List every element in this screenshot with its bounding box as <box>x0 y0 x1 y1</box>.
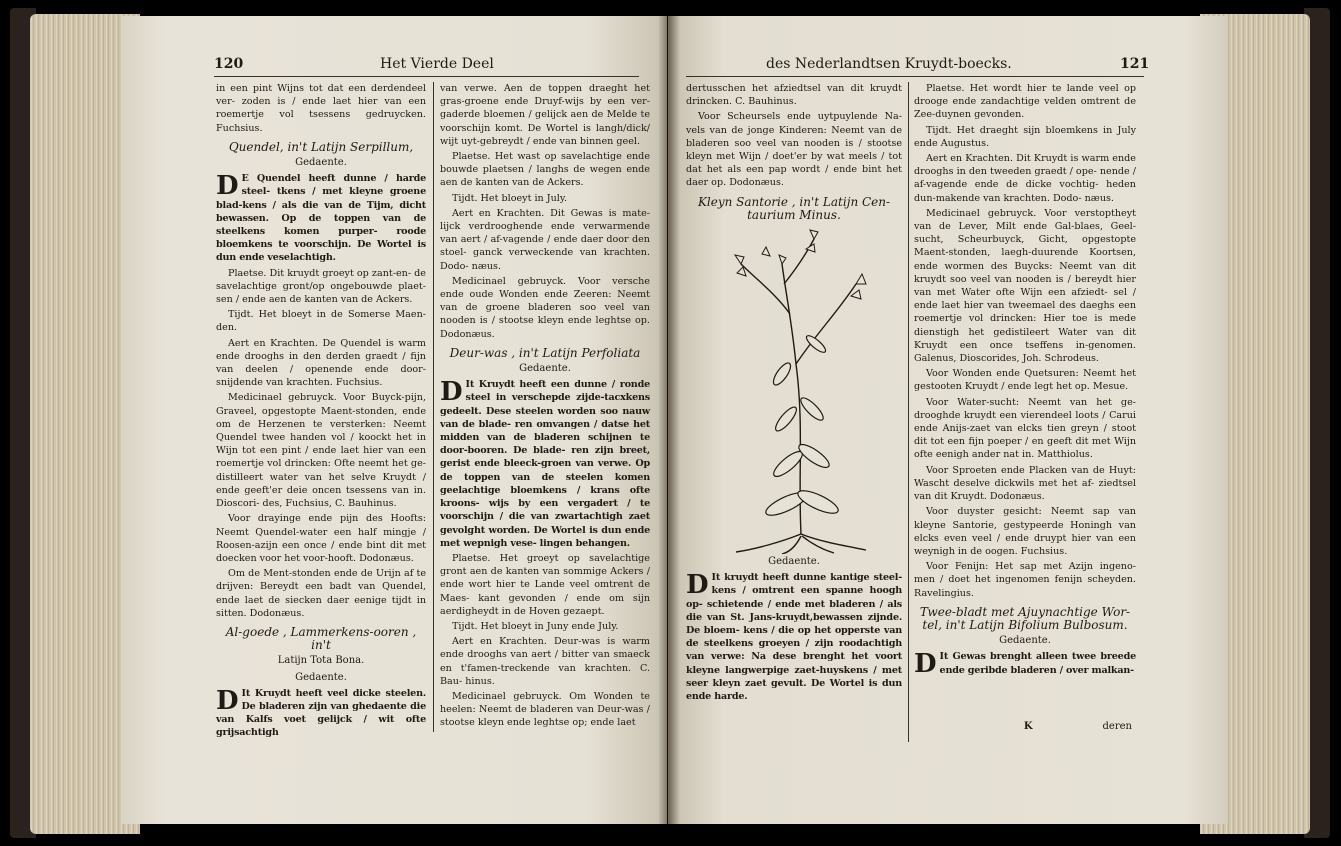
left-head-rule <box>214 76 639 77</box>
paragraph-text: It kruydt heeft dunne kantige steel- kens / omtrent een spanne hoogh op- schietende / ende met bladeren / als die van St. Jans-kruydt,bewassen zijnde. De bloem- kens / die op het opperste van de steelkens groeyen / zijn roodachtigh van verwe: Na dese brenght het voort kleyne langwerpige zaet-huyskens / met seer kleyn zaet gevult. De Wortel is dun ende harde. <box>686 572 902 703</box>
paragraph: Tijdt. Het bloeyt in Juny ende July. <box>452 620 619 632</box>
right-column-2 <box>914 82 1136 679</box>
right-column-separator <box>908 82 909 742</box>
left-page-number: 120 <box>214 56 244 72</box>
section-heading: Quendel, in't Latijn Serpillum, <box>228 139 414 154</box>
plant-illustration <box>686 224 916 554</box>
paragraph-text: It Kruydt heeft een dunne / ronde steel in verschepde zijde-tacxkens gedeelt. Dese steelen worden soo nauw van de blade- ren omvangen / datse het midden van de bladeren schijnen te door-booren. De blade- ren zijn breet, gerist ende bleeck-groen van verwe. Op de toppen van de steelen komen geelachtige bloemkens / krans ofte kroons- wijs by een vergadert / te voorschijn / die van zwartachtigh zaet gevolght worden. De Wortel is dun ende met wepnigh vese- lingen behangen. <box>440 379 650 549</box>
paragraph: Tijdt. Het bloeyt in de Somerse Maen- den. <box>216 309 426 334</box>
left-page <box>122 16 667 824</box>
paragraph-text: E Quendel heeft dunne / harde steel- tkens / met kleyne groene blad-kens / als die van de Tijm, dicht bewassen. Op de toppen van de steelkens komen purper- roode bloemkens te voorschijn. De Wortel is dun ende veselachtigh. <box>216 173 426 264</box>
paragraph: Aert en Krachten. De Quendel is warm ende drooghs in den derden graedt / fijn van deelen / openende ende door-snijdende van krachten. Fuchsius. <box>216 337 426 389</box>
paragraph: Plaetse. Het wast op savelachtige ende bouwde plaetsen / langhs de wegen ende aen de kanten van de Ackers. <box>440 151 650 189</box>
paragraph: Aert en Krachten. Deur-was is warm ende drooghs van aert / bitter van smaeck en t'famen-treckende van krachten. C. Bau- hinus. <box>440 636 650 687</box>
subheading: Latijn Tota Bona. <box>277 655 365 667</box>
right-page <box>668 16 1228 824</box>
right-page-number: 121 <box>1120 56 1150 72</box>
paragraph: Tijdt. Het draeght sijn bloemkens in July ende Augustus. <box>914 124 1136 149</box>
paragraph: Aert en Krachten. Dit Gewas is mate- lijck verdrooghende ende verwarmende van aert / af-vagende / ende daer door den stoel- ganck verweckende van krachten. Dodo- næus. <box>440 207 650 272</box>
paragraph: Voor duyster gesicht: Neemt sap van kleyne Santorie, gestypeerde Honingh van elcks even veel / ende druypt hier van een weynigh in de oogen. Fuchsius. <box>914 506 1136 557</box>
subheading: Gedaente. <box>295 671 347 683</box>
section-heading: Deur-was , in't Latijn Perfoliata <box>449 345 641 360</box>
book-gutter <box>658 16 680 824</box>
paragraph-initial <box>440 378 650 550</box>
paragraph: Aert en Krachten. Dit Kruydt is warm ende drooghs in den tweeden graedt / ope- nende / af-vagende ende de dicke vochtig- heden dun-makende van krachten. Dodo- næus. <box>914 153 1136 204</box>
paragraph: Medicinael gebruyck. Voor verstoptheyt van de Lever, Milt ende Gal-blaes, Geel- sucht, Scheurbuyck, Gicht, opgestopte Maent-stonden, laegh-duurende Koortsen, ende wormen des Buycks: Neemt van dit kruydt soo veel van nooden is / bereydt hier van met Water ofte Wijn een afziedt- sel / ende laet hier van tweemael des daeghs een roemertje vol drincken: Hier toe is mede dienstigh het gedistileert Water van dit Kruydt een once tseffens in-genomen. Galenus, Dioscorides, Joh. Schrodeus. <box>914 207 1136 365</box>
centaury-woodcut <box>686 224 916 554</box>
paragraph-initial <box>914 649 1136 680</box>
left-column-2 <box>440 82 650 732</box>
right-running-head: des Nederlandtsen Kruydt-boecks. <box>766 56 1012 72</box>
drop-cap: D <box>216 171 239 202</box>
paragraph: dertusschen het afziedtsel van dit kruydt drincken. C. Bauhinus. <box>686 83 902 108</box>
paragraph: Plaetse. Het groeyt op savelachtige gront aen de kanten van sommige Ackers / ende wort hier te Lande veel omtrent de Maes- kant gevonden / ende om sijn aerdigheydt in de Hoven gezaept. <box>440 552 650 617</box>
drop-cap: D <box>440 377 463 408</box>
paragraph: Medicinael gebruyck. Voor Buyck-pijn, Graveel, opgestopte Maent-stonden, ende om de Herzenen te versterken: Neemt Quendel twee handen vol / koockt het in Wijn tot een pint / ende laet hier van een roemertje vol drincken: Ofte neemt het ge- distilleert water van het selve Kruydt / ende geeft'er deie oncen tsessens van in. Dioscori- des, Fuchsius, C. Bauhinus. <box>216 392 426 510</box>
paragraph: Voor Scheursels ende uytpuylende Na- vels van de jonge Kinderen: Neemt van de bladeren soo veel van nooden is / stootse kleyn met Wijn / doet'er by wat meels / tot dat het als een pap wordt / ende bint het daer op. Dodonæus. <box>686 111 902 189</box>
paragraph: Voor Sproeten ende Placken van de Huyt: Wascht deselve dickwils met het af- ziedtsel van dit Kruydt. Dodonæus. <box>914 464 1136 503</box>
paragraph: Voor Water-sucht: Neemt van het ge- drooghde kruydt een vierendeel loots / Carui ende Anijs-zaet van elcks tien greyn / stoot dit tot een fijn poeper / en geeft dit met Wijn ofte eenigh ander nat in. Matthiolus. <box>914 396 1136 461</box>
section-heading: Kleyn Santorie , in't Latijn Cen- taurium Minus. <box>697 194 891 222</box>
paragraph: Voor Fenijn: Het sap met Azijn ingeno- men / doet het ingenomen fenijn scheyden. Ravelingius. <box>914 561 1136 599</box>
paragraph: in een pint Wijns tot dat een derdendeel ver- zoden is / ende laet hier van een roemertje vol tsessens gedruycken. Fuchsius. <box>216 83 426 134</box>
paragraph: Medicinael gebruyck. Om Wonden te heelen: Neemt de bladeren van Deur-was / stootse kleyn ende leghtse op; ende laet <box>440 690 650 729</box>
subheading: Gedaente. <box>295 157 347 169</box>
catchword-text: deren <box>1102 721 1132 732</box>
drop-cap: D <box>216 685 239 716</box>
paragraph: Plaetse. Het wordt hier te lande veel op drooge ende zandachtige velden omtrent de Zee-duynen gevonden. <box>914 83 1136 121</box>
paragraph: van verwe. Aen de toppen draeght het gras-groene ende Druyf-wijs by een ver- gaderde bloemen / gelijck aen de Melde te voorschijn komt. De Wortel is langh/dick/ wijt uyt-gebreydt / ende van binnen geel. <box>440 83 650 147</box>
catchword <box>1024 721 1132 732</box>
paragraph: Medicinael gebruyck. Voor versche ende oude Wonden ende Zeeren: Neemt van de groene bladeren soo veel van nooden is / stootse kleyn ende leghtse op. Dodonæus. <box>440 275 650 340</box>
paragraph-text: It Kruydt heeft veel dicke steelen. De bladeren zijn van ghedaente die van Kalfs voet gelijck / wit ofte grijsachtigh <box>216 687 426 739</box>
right-head-rule <box>686 76 1144 77</box>
drop-cap: D <box>686 570 709 601</box>
section-heading: Al-goede , Lammerkens-ooren , in't <box>225 624 417 653</box>
paragraph: Tijdt. Het bloeyt in July. <box>452 192 568 204</box>
paragraph: Voor Wonden ende Quetsuren: Neemt het gestooten Kruydt / ende legt het op. Mesue. <box>914 368 1136 393</box>
paragraph-initial <box>216 172 426 264</box>
paragraph: Om de Ment-stonden ende de Urijn af te drijven: Bereydt een badt van Quendel, ende laet de siecken daer eenige tijdt in sitten. Dodonæus. <box>216 568 426 619</box>
subheading: Gedaente. <box>519 363 571 375</box>
left-column-separator <box>433 82 434 732</box>
book <box>10 8 1330 838</box>
section-heading: Twee-bladt met Ajuynachtige Wor- tel, in't Latijn Bifolium Bulbosum. <box>919 604 1131 632</box>
subheading: Gedaente. <box>999 635 1051 647</box>
left-running-head: Het Vierde Deel <box>380 56 494 72</box>
paragraph-initial <box>216 687 426 740</box>
signature-mark: K <box>1023 721 1033 732</box>
paragraph-initial <box>686 571 902 703</box>
figure-caption: Gedaente. <box>768 556 820 568</box>
drop-cap: D <box>914 649 937 680</box>
right-column-1 <box>686 82 902 705</box>
paragraph-text: It Gewas brenght alleen twee breede ende geribde bladeren / over malkan- <box>939 651 1136 676</box>
left-column-1 <box>216 82 426 742</box>
paragraph: Voor drayinge ende pijn des Hoofts: Neemt Quendel-water een half mingje / Roosen-azijn een once / ende bint dit met doecken voor het voor-hooft. Dodonæus. <box>216 513 426 564</box>
paragraph: Plaetse. Dit kruydt groeyt op zant-en- de savelachtige gront/op ongebouwde plaet- sen / ende aen de kanten van de Ackers. <box>216 267 426 306</box>
